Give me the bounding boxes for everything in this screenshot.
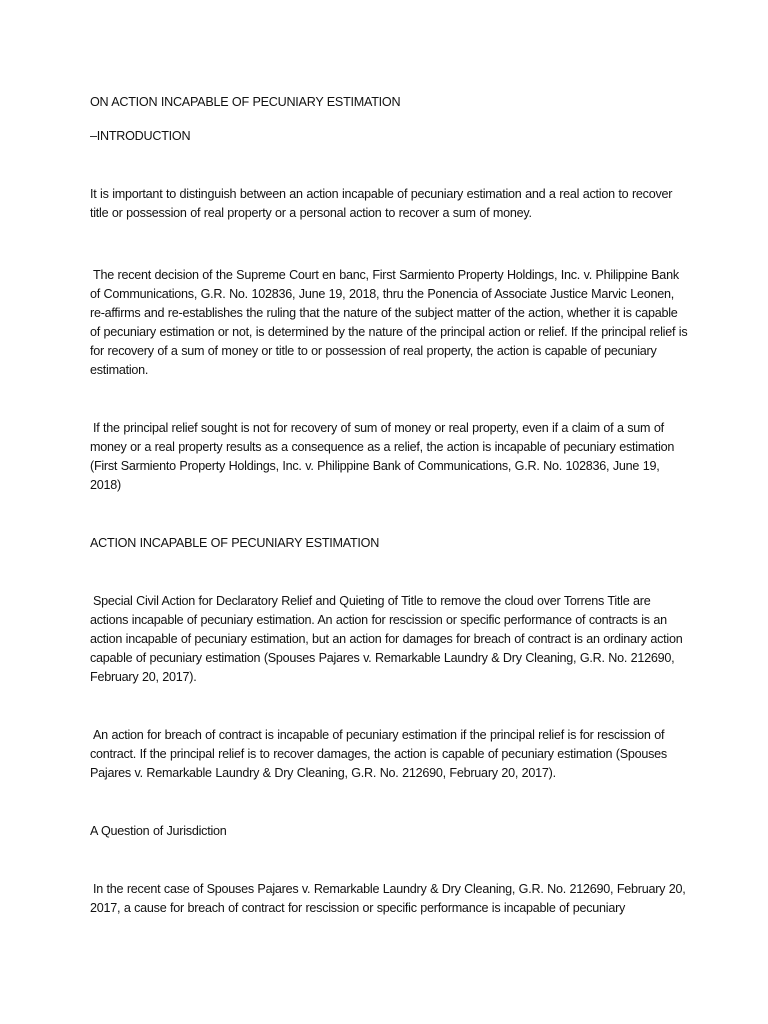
paragraph-declaratory-relief: Special Civil Action for Declaratory Relief and Quieting of Title to remove the cloud over Torrens Title are actions incapable of pecuniary estimation. An action for rescission or specific performance of contracts is an action incapable of pecuniary estimation, but an action for damages for breach of contract is an ordinary action capable of pecuniary estimation (Spouses Pajares v. Remarkable Laundry & Dry Cleaning, G.R. No. 212690, February 20, 2017).	[90, 594, 683, 684]
paragraph-breach-of-contract: An action for breach of contract is incapable of pecuniary estimation if the principal relief is for rescission of contract. If the principal relief is to recover damages, the action is capable of pecuniary estimation (Spouses Pajares v. Remarkable Laundry & Dry Cleaning, G.R. No. 212690, February 20, 2017).	[90, 728, 667, 780]
section-heading-incapable-actions: ACTION INCAPABLE OF PECUNIARY ESTIMATION	[90, 536, 380, 550]
document-body	[90, 93, 690, 957]
introduction-heading: –INTRODUCTION	[90, 129, 191, 143]
paragraph-recent-case: In the recent case of Spouses Pajares v. Remarkable Laundry & Dry Cleaning, G.R. No. 212690, February 20, 2017, a cause for breach of contract for rescission or specific performance is incapable of pecuniary	[90, 882, 686, 915]
document-title: ON ACTION INCAPABLE OF PECUNIARY ESTIMATION	[90, 95, 401, 109]
paragraph-distinction: It is important to distinguish between an action incapable of pecuniary estimation and a real action to recover title or possession of real property or a personal action to recover a sum of money.	[90, 187, 673, 220]
paragraph-principal-relief: If the principal relief sought is not for recovery of sum of money or real property, even if a claim of a sum of money or a real property results as a consequence as a relief, the action is incapable of pecuniary estimation (First Sarmiento Property Holdings, Inc. v. Philippine Bank of Communications, G.R. No. 102836, June 19, 2018)	[90, 421, 675, 492]
section-heading-jurisdiction: A Question of Jurisdiction	[90, 824, 227, 838]
paragraph-recent-decision: The recent decision of the Supreme Court en banc, First Sarmiento Property Holdings, Inc. v. Philippine Bank of Communications, G.R. No. 102836, June 19, 2018, thru the Ponencia of Associate Justice Marvic Leonen, re-affirms and re-establishes the ruling that the nature of the subject matter of the action, whether it is capable of pecuniary estimation or not, is determined by the nature of the principal action or relief. If the principal relief is for recovery of a sum of money or title to or possession of real property, the action is capable of pecuniary estimation.	[90, 268, 688, 377]
